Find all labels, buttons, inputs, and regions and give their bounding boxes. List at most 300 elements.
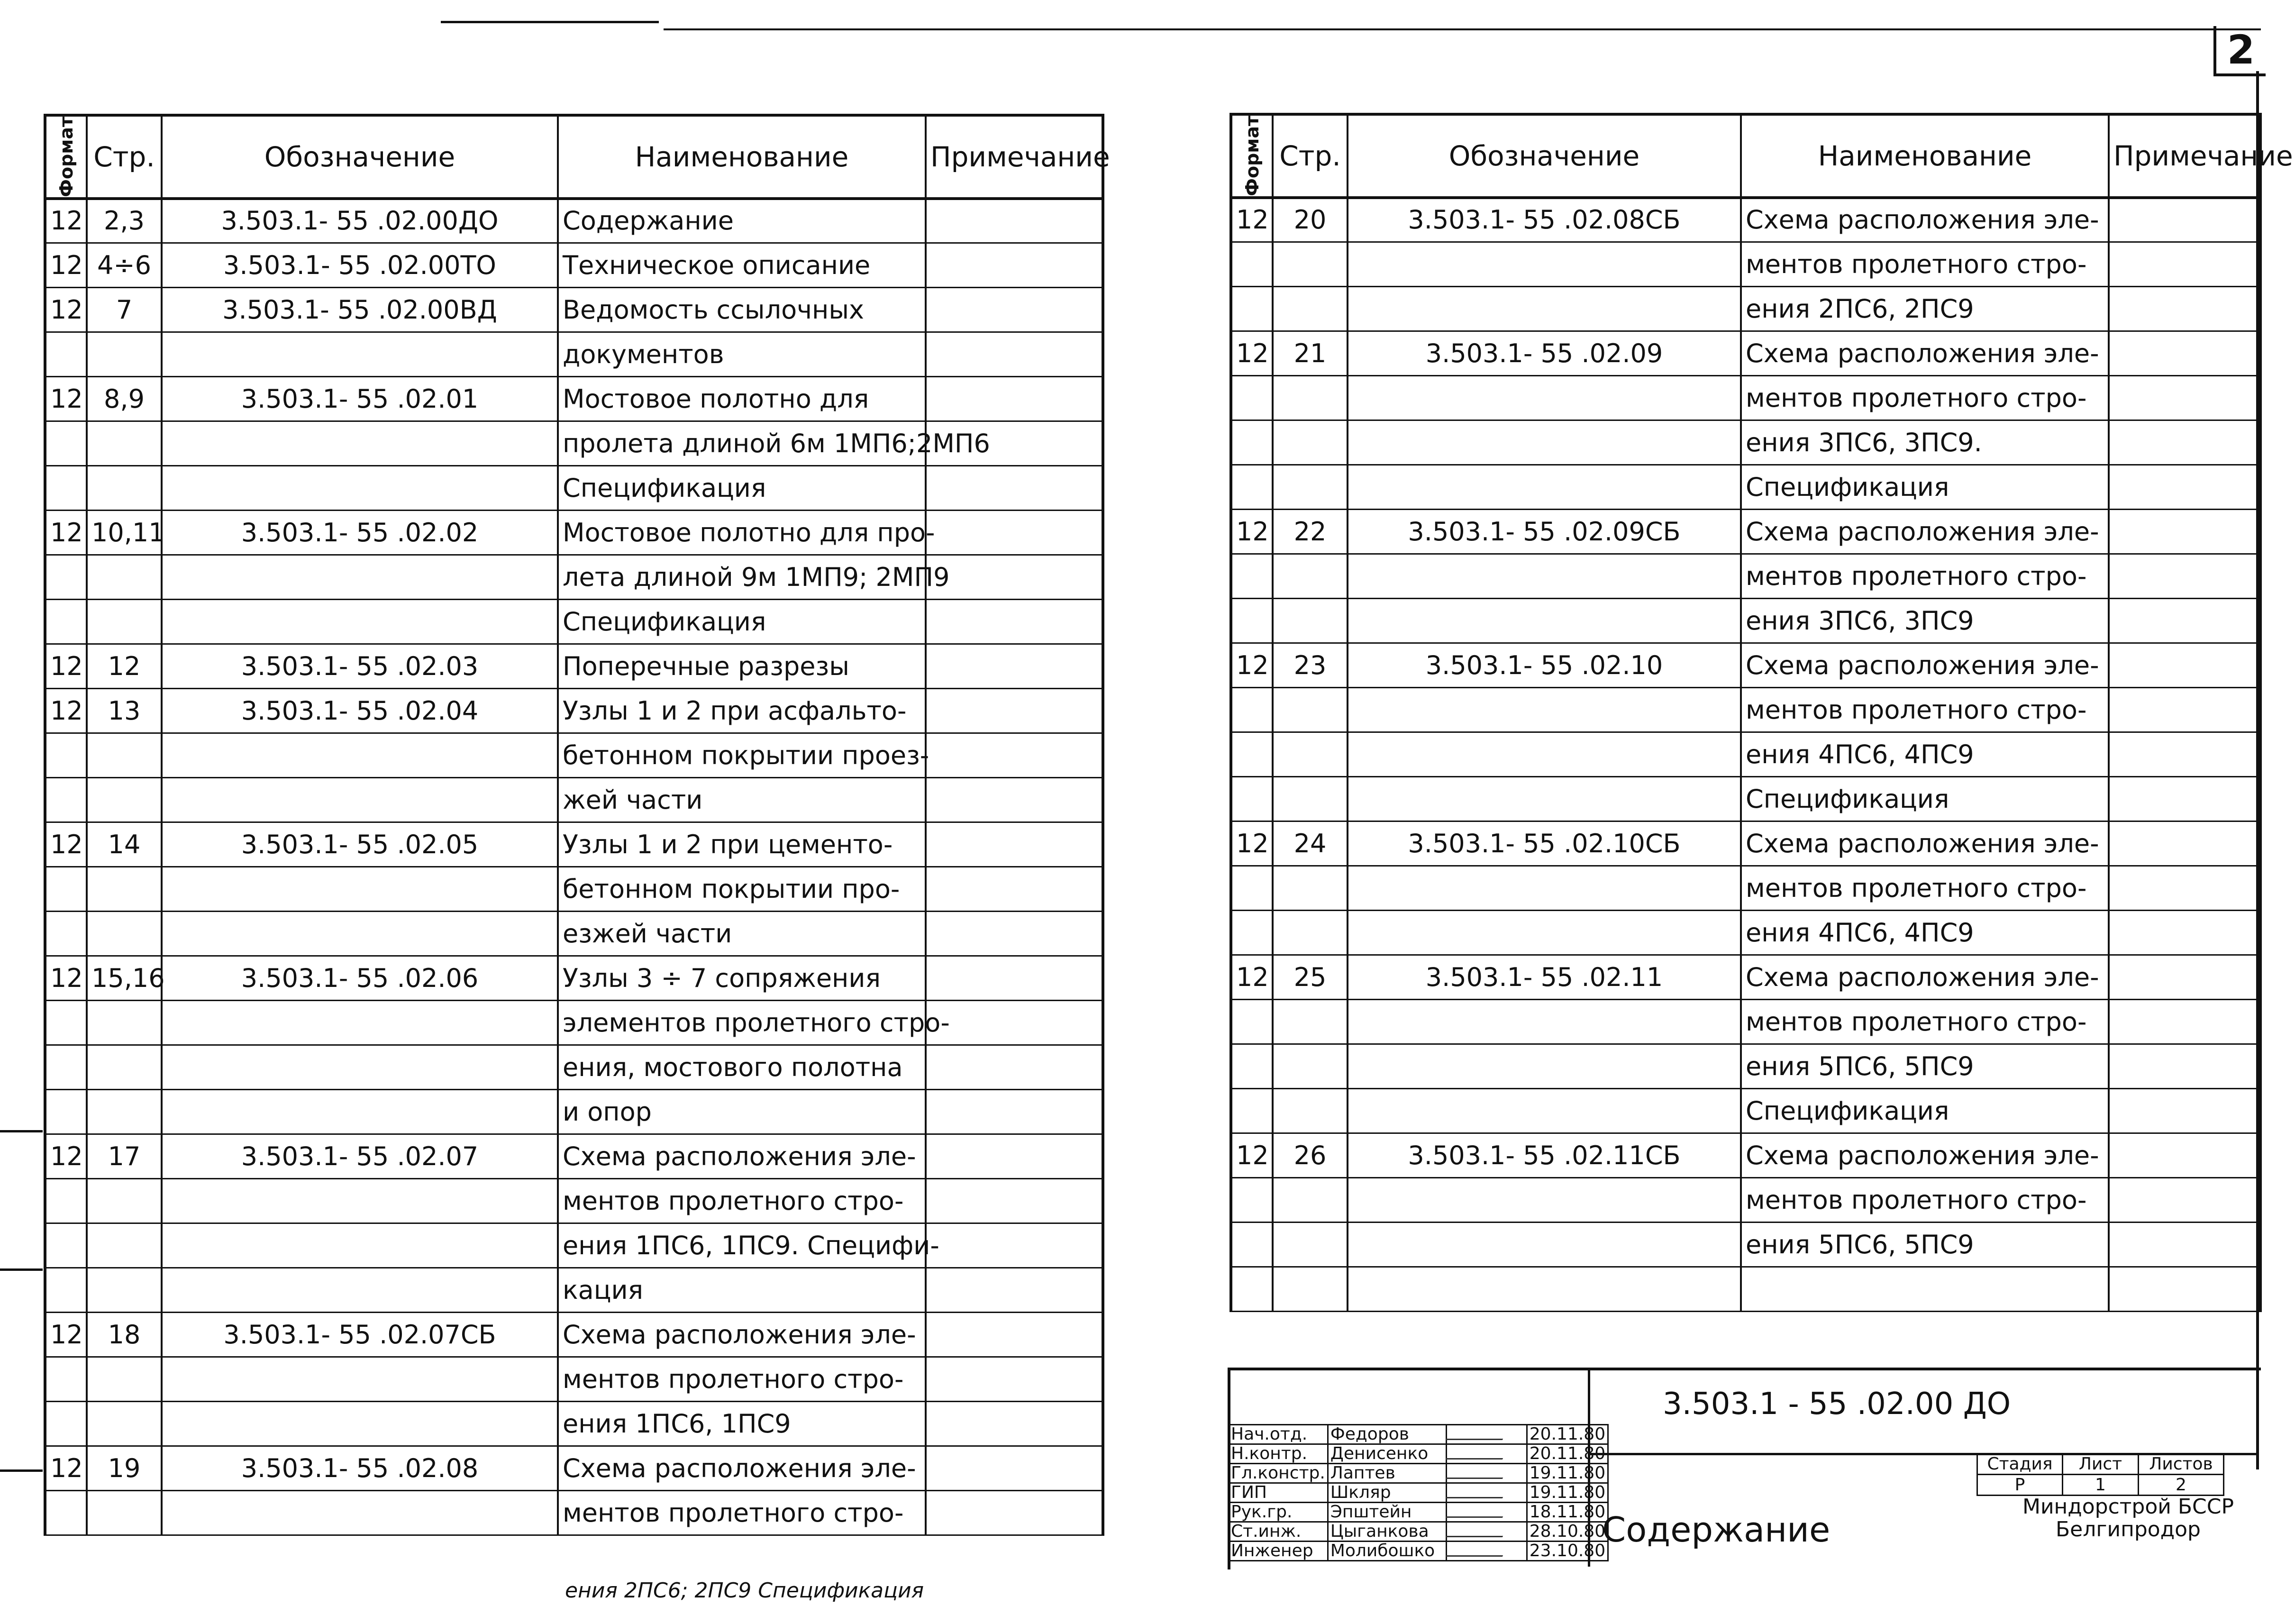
signature-mark [1446,1464,1509,1479]
designation-cell [1348,554,1741,599]
designation-cell: 3.503.1- 55 .02.09СБ [1348,510,1741,554]
note-cell [2109,688,2260,732]
sheets-value: 2 [2139,1475,2224,1496]
table-row [45,1090,1103,1134]
contents-table-right [1229,113,2293,1312]
name-cell: ения 1ПС6, 1ПС9. Специфи- [558,1223,926,1268]
page-cell: 22 [1273,510,1348,554]
table-row [45,199,1103,243]
organization-institute: Белгипродор [2056,1517,2201,1542]
format-cell: 12 [45,1313,87,1357]
note-cell [926,1090,1103,1134]
note-cell [2109,242,2260,287]
page-cell [87,778,162,822]
designation-cell [1348,599,1741,643]
designation-cell: 3.503.1- 55 .02.08 [162,1446,558,1491]
table-row [1231,777,2260,821]
note-cell [2109,510,2260,554]
signature-cell [1446,1483,1527,1502]
note-cell [2109,866,2260,911]
designation-header: Обозначение [162,115,558,199]
name-cell: ментов пролетного стро- [558,1491,926,1535]
name-cell: ментов пролетного стро- [558,1357,926,1402]
name-cell: Ведомость ссылочных [558,288,926,332]
name-cell: пролета длиной 6м 1МП6;2МП6 [558,421,926,466]
note-cell [926,1134,1103,1179]
designation-cell [162,1491,558,1535]
format-cell [1231,287,1273,331]
format-cell [45,1402,87,1446]
table-row [45,1491,1103,1535]
table-row [1231,643,2260,688]
signature-cell [1446,1541,1527,1560]
format-cell [1231,242,1273,287]
page-cell [87,1090,162,1134]
designation-cell [1348,465,1741,510]
note-cell [2109,287,2260,331]
format-cell [45,1090,87,1134]
table-row [45,1402,1103,1446]
name-cell: Узлы 1 и 2 при цементо- [558,822,926,867]
page-cell [1273,1089,1348,1133]
note-cell [926,1313,1103,1357]
table-row [1231,1000,2260,1044]
format-cell [45,733,87,778]
format-cell [45,555,87,600]
note-cell [2109,554,2260,599]
role-cell: ГИП [1229,1483,1328,1502]
note-header: Примечание [926,115,1103,199]
page-cell [1273,911,1348,955]
note-cell [926,243,1103,288]
page-cell [87,555,162,600]
name-cell: ения 3ПС6, 3ПС9 [1741,599,2109,643]
format-cell: 12 [1231,955,1273,1000]
table-row [1231,510,2260,554]
format-cell [45,1268,87,1313]
signature-row [1229,1522,1608,1541]
page-header: Стр. [1273,114,1348,198]
designation-cell: 3.503.1- 55 .02.04 [162,689,558,733]
format-cell: 12 [45,1134,87,1179]
format-cell [1231,688,1273,732]
designation-cell [1348,732,1741,777]
format-cell [45,600,87,644]
designation-cell: 3.503.1- 55 .02.00ДО [162,199,558,243]
name-cell: Эпштейн [1328,1502,1446,1522]
page-cell [1273,1000,1348,1044]
header-row [45,115,1103,199]
overflow-text: ения 2ПС6; 2ПС9 Спецификация [565,1578,924,1603]
name-header: Наименование [558,115,926,199]
signature-cell [1446,1522,1527,1541]
format-cell [45,1179,87,1223]
page-cell: 10,11 [87,511,162,555]
designation-cell: 3.503.1- 55 .02.11 [1348,955,1741,1000]
name-cell: езжей части [558,912,926,956]
format-cell [45,867,87,912]
page-cell: 4÷6 [87,243,162,288]
page-cell: 2,3 [87,199,162,243]
format-cell [1231,732,1273,777]
name-cell: Техническое описание [558,243,926,288]
format-cell: 12 [45,511,87,555]
name-cell: ения, мостового полотна [558,1045,926,1090]
table-row [1231,376,2260,420]
date-cell: 23.10.80 [1527,1541,1608,1560]
note-cell [926,912,1103,956]
margin-mark [0,1130,43,1132]
format-cell: 12 [45,243,87,288]
designation-cell [1348,1267,1741,1312]
format-cell [45,1491,87,1535]
name-cell: Схема расположения эле- [558,1313,926,1357]
page-cell: 24 [1273,821,1348,866]
format-cell: 12 [45,377,87,421]
name-cell: ментов пролетного стро- [1741,554,2109,599]
table-row [45,644,1103,689]
format-cell [1231,376,1273,420]
page-cell [1273,1044,1348,1089]
signature-mark [1446,1503,1509,1518]
designation-cell [1348,777,1741,821]
table-row [1231,331,2260,376]
note-cell [926,332,1103,377]
name-cell: ментов пролетного стро- [558,1179,926,1223]
note-cell [2109,1044,2260,1089]
page-cell: 12 [87,644,162,689]
table-row [1231,1267,2260,1312]
note-cell [926,199,1103,243]
name-cell: Схема расположения эле- [1741,510,2109,554]
table-row [1231,1178,2260,1223]
note-cell [926,511,1103,555]
name-cell: Мостовое полотно для [558,377,926,421]
signature-cell [1446,1463,1527,1483]
name-cell: Схема расположения эле- [1741,1133,2109,1178]
note-cell [2109,643,2260,688]
table-row [45,466,1103,511]
margin-mark [0,1268,43,1271]
note-cell [926,778,1103,822]
signature-mark [1446,1484,1509,1498]
note-cell [2109,1133,2260,1178]
name-cell: документов [558,332,926,377]
designation-cell [1348,242,1741,287]
table-row [45,1268,1103,1313]
stage-table [1976,1453,2224,1496]
note-cell [2109,1000,2260,1044]
format-cell [45,1045,87,1090]
table-row [1231,911,2260,955]
note-cell [2109,777,2260,821]
page-cell [87,1268,162,1313]
name-cell: Схема расположения эле- [558,1134,926,1179]
stage-value-row [1977,1475,2224,1496]
format-cell: 12 [45,822,87,867]
designation-cell: 3.503.1- 55 .02.06 [162,956,558,1001]
designation-cell: 3.503.1- 55 .02.08СБ [1348,198,1741,242]
table-row [45,555,1103,600]
name-cell: ментов пролетного стро- [1741,1178,2109,1223]
format-cell: 12 [1231,510,1273,554]
signature-mark [1446,1445,1509,1460]
format-cell [45,1223,87,1268]
page-cell: 13 [87,689,162,733]
table-row [45,733,1103,778]
note-cell [926,867,1103,912]
signature-row [1229,1502,1608,1522]
sheet-value: 1 [2063,1475,2139,1496]
date-cell: 20.11.80 [1527,1444,1608,1463]
name-cell: Содержание [558,199,926,243]
designation-cell: 3.503.1- 55 .02.01 [162,377,558,421]
note-cell [2109,955,2260,1000]
name-cell: ения 5ПС6, 5ПС9 [1741,1223,2109,1267]
page-cell [1273,1178,1348,1223]
format-cell [1231,911,1273,955]
note-cell [2109,1178,2260,1223]
designation-cell: 3.503.1- 55 .02.07СБ [162,1313,558,1357]
format-cell [45,421,87,466]
format-cell [1231,1178,1273,1223]
name-cell: Схема расположения эле- [1741,955,2109,1000]
name-cell: ментов пролетного стро- [1741,688,2109,732]
signature-mark [1446,1542,1509,1557]
designation-cell: 3.503.1- 55 .02.09 [1348,331,1741,376]
page-cell: 19 [87,1446,162,1491]
table-row [45,1357,1103,1402]
format-cell [1231,1223,1273,1267]
name-cell: ментов пролетного стро- [1741,376,2109,420]
page-cell [1273,420,1348,465]
format-cell [45,466,87,511]
stage-value: Р [1977,1475,2063,1496]
name-cell [1741,1267,2109,1312]
signature-cell [1446,1444,1527,1463]
designation-header: Обозначение [1348,114,1741,198]
table-row [45,332,1103,377]
sheets-header: Листов [2139,1454,2224,1475]
page-cell: 15,16 [87,956,162,1001]
format-cell: 12 [45,956,87,1001]
table-row [45,912,1103,956]
note-cell [926,1268,1103,1313]
page-cell [87,1357,162,1402]
table-row [45,288,1103,332]
designation-cell [162,1045,558,1090]
designation-cell [162,1223,558,1268]
name-cell: Узлы 1 и 2 при асфальто- [558,689,926,733]
page-cell [87,1179,162,1223]
note-cell [926,1045,1103,1090]
designation-cell [162,600,558,644]
format-cell: 12 [1231,643,1273,688]
designation-cell: 3.503.1- 55 .02.10 [1348,643,1741,688]
designation-cell: 3.503.1- 55 .02.00ВД [162,288,558,332]
format-cell: 12 [1231,198,1273,242]
page-cell [1273,376,1348,420]
note-cell [2109,1089,2260,1133]
page-cell [87,733,162,778]
page-header: Стр. [87,115,162,199]
table-row [1231,688,2260,732]
designation-cell [1348,1044,1741,1089]
note-cell [926,466,1103,511]
date-cell: 19.11.80 [1527,1463,1608,1483]
format-cell [1231,1089,1273,1133]
table-row [45,511,1103,555]
name-cell: жей части [558,778,926,822]
format-cell [45,1357,87,1402]
page-cell [1273,599,1348,643]
designation-cell [162,1179,558,1223]
designation-cell [162,421,558,466]
format-cell [45,1001,87,1045]
stage-header: Стадия [1977,1454,2063,1475]
format-cell: 12 [45,644,87,689]
note-cell [926,1357,1103,1402]
name-cell: Шкляр [1328,1483,1446,1502]
page-cell [87,1223,162,1268]
name-cell: Цыганкова [1328,1522,1446,1541]
note-cell [926,956,1103,1001]
designation-cell [162,1357,558,1402]
organization-ministry: Миндорстрой БССР [2022,1495,2234,1519]
signature-row [1229,1424,1608,1444]
page-number: 2 [2213,26,2266,76]
note-cell [2109,198,2260,242]
name-cell: Спецификация [1741,465,2109,510]
designation-cell [162,466,558,511]
format-cell [45,912,87,956]
table-row [1231,955,2260,1000]
page-cell [87,1001,162,1045]
note-cell [926,1402,1103,1446]
signature-row [1229,1483,1608,1502]
format-cell: 12 [45,689,87,733]
format-cell [1231,599,1273,643]
format-cell [1231,1044,1273,1089]
note-cell [926,555,1103,600]
designation-cell [162,332,558,377]
name-cell: Денисенко [1328,1444,1446,1463]
note-cell [926,689,1103,733]
header-row [1231,114,2260,198]
date-cell: 18.11.80 [1527,1502,1608,1522]
designation-cell [162,555,558,600]
note-cell [926,1223,1103,1268]
organization [1995,1496,2261,1542]
name-cell: ментов пролетного стро- [1741,242,2109,287]
designation-cell [162,733,558,778]
page-cell: 23 [1273,643,1348,688]
document-code: 3.503.1 - 55 .02.00 ДО [1662,1387,2011,1422]
page-cell [87,912,162,956]
format-cell [1231,1000,1273,1044]
name-cell: ментов пролетного стро- [1741,1000,2109,1044]
designation-cell [162,912,558,956]
designation-cell [1348,1178,1741,1223]
table-row [1231,599,2260,643]
designation-cell [1348,376,1741,420]
format-cell: 12 [45,199,87,243]
table-row [1231,866,2260,911]
designation-cell [1348,911,1741,955]
name-cell: ения 4ПС6, 4ПС9 [1741,911,2109,955]
page-cell [1273,465,1348,510]
table-row [45,377,1103,421]
page-cell [1273,777,1348,821]
page-cell [87,466,162,511]
designation-cell [1348,1089,1741,1133]
format-cell [1231,1267,1273,1312]
frame-top-line [664,28,2261,30]
role-cell: Рук.гр. [1229,1502,1328,1522]
note-cell [926,1001,1103,1045]
note-cell [2109,376,2260,420]
table-row [1231,554,2260,599]
designation-cell: 3.503.1- 55 .02.00ТО [162,243,558,288]
name-cell: Схема расположения эле- [1741,643,2109,688]
name-cell: Лаптев [1328,1463,1446,1483]
page-cell: 17 [87,1134,162,1179]
signature-row [1229,1463,1608,1483]
format-cell: 12 [45,1446,87,1491]
format-cell [45,332,87,377]
page-cell [1273,1223,1348,1267]
top-rule [441,21,659,23]
format-cell [1231,777,1273,821]
name-header: Наименование [1741,114,2109,198]
designation-cell: 3.503.1- 55 .02.03 [162,644,558,689]
contents-table-left [44,114,1110,1536]
page-cell [87,1402,162,1446]
note-cell [926,1179,1103,1223]
designation-cell: 3.503.1- 55 .02.11СБ [1348,1133,1741,1178]
note-cell [2109,821,2260,866]
name-cell: Схема расположения эле- [1741,198,2109,242]
page-cell: 26 [1273,1133,1348,1178]
table-row [1231,465,2260,510]
table-row [45,1001,1103,1045]
name-cell: Мостовое полотно для про- [558,511,926,555]
designation-cell [1348,1000,1741,1044]
name-cell: Схема расположения эле- [558,1446,926,1491]
document-title: Содержание [1602,1510,1831,1550]
note-cell [926,377,1103,421]
designation-cell [1348,420,1741,465]
table-row [45,1134,1103,1179]
name-cell: ения 2ПС6, 2ПС9 [1741,287,2109,331]
table-row [45,1179,1103,1223]
designation-cell: 3.503.1- 55 .02.02 [162,511,558,555]
page-cell [87,1491,162,1535]
signature-cell [1446,1502,1527,1522]
page-cell: 25 [1273,955,1348,1000]
name-cell: Спецификация [558,466,926,511]
designation-cell [162,867,558,912]
date-cell: 19.11.80 [1527,1483,1608,1502]
signature-row [1229,1541,1608,1560]
table-row [1231,198,2260,242]
note-cell [926,1446,1103,1491]
page-cell [1273,688,1348,732]
designation-cell [1348,287,1741,331]
format-cell [1231,554,1273,599]
date-cell: 20.11.80 [1527,1424,1608,1444]
page-cell: 14 [87,822,162,867]
